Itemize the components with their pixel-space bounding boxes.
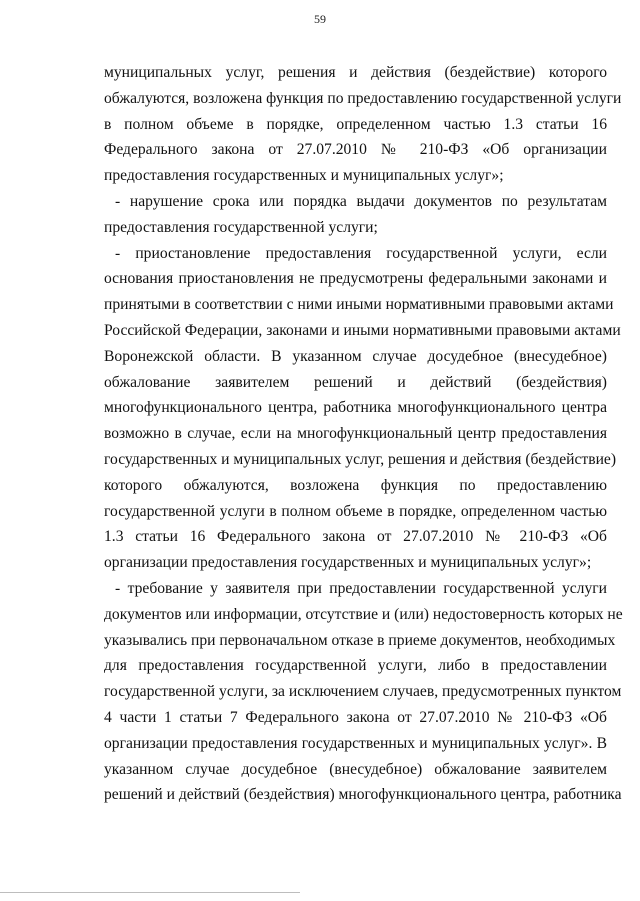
text-line: государственных и муниципальных услуг, решения и действия (бездействие): [104, 450, 617, 468]
text-line: Федерального закона от 27.07.2010 № 210-ФЗ «Об организации: [104, 141, 607, 159]
text-line: - приостановление предоставления государственной услуги, если: [115, 244, 607, 262]
text-line: государственной услуги в полном объеме в порядке, определенном частью: [104, 502, 607, 520]
text-line: для предоставления государственной услуги, либо в предоставлении: [104, 657, 607, 675]
text-line: - нарушение срока или порядка выдачи документов по результатам: [115, 192, 607, 210]
text-line: предоставления государственной услуги;: [104, 218, 378, 236]
text-line: многофункционального центра, работника многофункционального центра: [104, 399, 607, 417]
text-line: обжалуются, возложена функция по предоставлению государственной услуги: [104, 89, 622, 107]
text-line: 4 части 1 статьи 7 Федерального закона от 27.07.2010 № 210-ФЗ «Об: [104, 708, 607, 726]
text-line: которого обжалуются, возложена функция по предоставлению: [104, 476, 607, 494]
text-line: государственной услуги, за исключением случаев, предусмотренных пунктом: [104, 683, 622, 701]
text-line: Воронежской области. В указанном случае досудебное (внесудебное): [104, 347, 607, 365]
text-line: организации предоставления государственных и муниципальных услуг»;: [104, 554, 592, 572]
text-line: принятыми в соответствии с ними иными нормативными правовыми актами: [104, 296, 614, 314]
text-line: решений и действий (бездействия) многофункционального центра, работника: [104, 786, 622, 804]
footer-divider: [0, 892, 300, 893]
text-line: документов или информации, отсутствие и (или) недостоверность которых не: [104, 605, 623, 623]
text-line: предоставления государственных и муниципальных услуг»;: [104, 167, 504, 185]
text-line: Российской Федерации, законами и иными нормативными правовыми актами: [104, 321, 621, 339]
text-line: в полном объеме в порядке, определенном частью 1.3 статьи 16: [104, 115, 607, 133]
page-number: 59: [314, 12, 326, 26]
text-line: - требование у заявителя при предоставлении государственной услуги: [115, 579, 607, 597]
text-line: возможно в случае, если на многофункциональный центр предоставления: [104, 425, 607, 443]
text-line: 1.3 статьи 16 Федерального закона от 27.07.2010 № 210-ФЗ «Об: [104, 528, 607, 546]
text-line: основания приостановления не предусмотрены федеральными законами и: [104, 270, 607, 288]
text-line: организации предоставления государственных и муниципальных услуг». В: [104, 734, 607, 752]
document-body: [104, 60, 623, 808]
text-line: обжалование заявителем решений и действий (бездействия): [104, 373, 607, 391]
text-line: указывались при первоначальном отказе в приеме документов, необходимых: [104, 631, 616, 649]
text-line: указанном случае досудебное (внесудебное) обжалование заявителем: [104, 760, 607, 778]
text-line: муниципальных услуг, решения и действия (бездействие) которого: [104, 64, 607, 81]
